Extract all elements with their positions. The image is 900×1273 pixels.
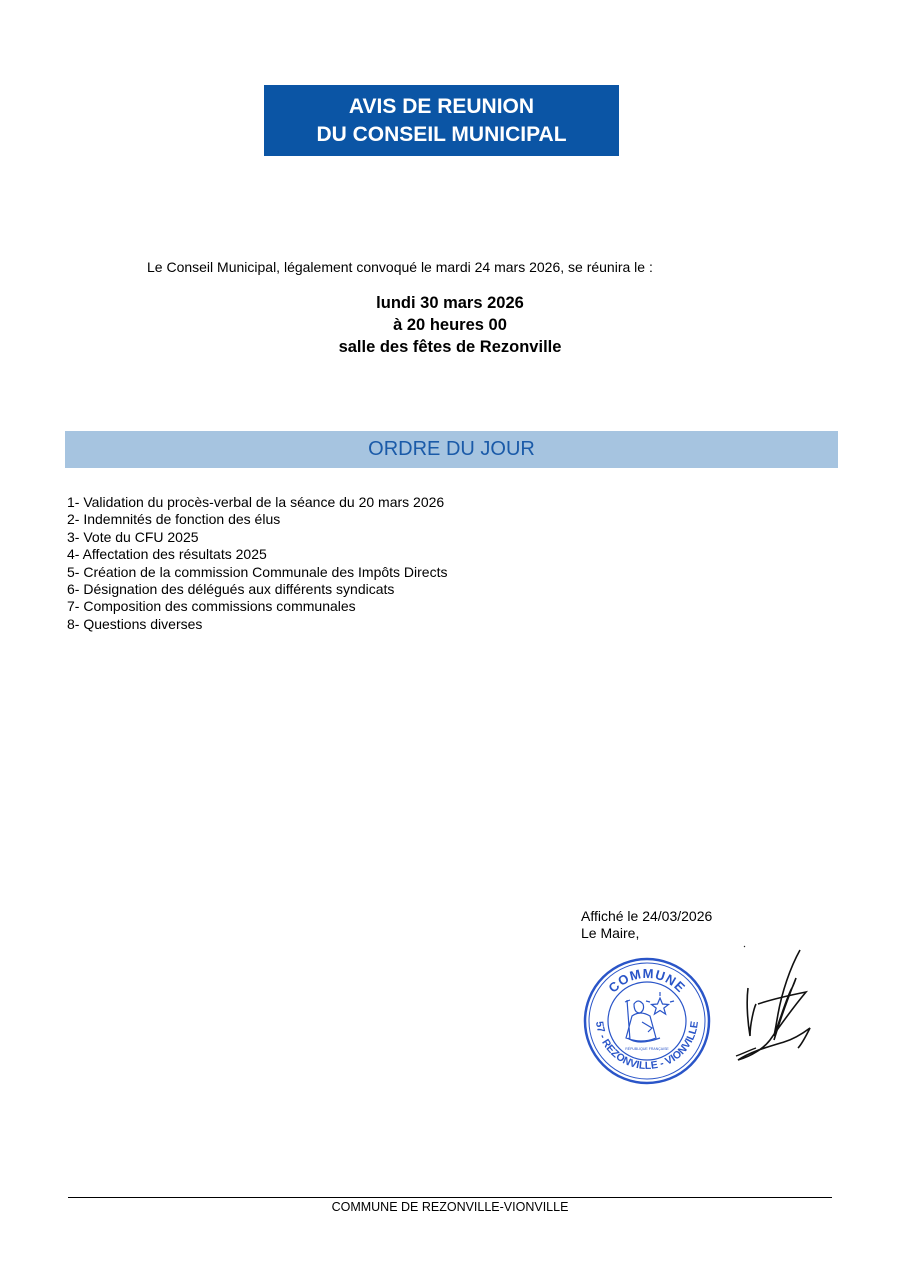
agenda-item: 4- Affectation des résultats 2025: [67, 546, 267, 563]
posting-info: [581, 908, 712, 942]
intro-text: Le Conseil Municipal, légalement convoqué le mardi 24 mars 2026, se réunira le :: [147, 259, 653, 275]
agenda-item: 1- Validation du procès-verbal de la séance du 20 mars 2026: [67, 494, 445, 510]
agenda-item: 8- Questions diverses: [67, 615, 203, 632]
title-line-1: AVIS DE REUNION: [348, 94, 535, 118]
seal-small-text: RÉPUBLIQUE FRANÇAISE: [625, 1047, 669, 1051]
seal-top-text: COMMUNE: [605, 965, 689, 996]
signatory: Le Maire,: [581, 925, 640, 941]
document-title: [264, 85, 619, 156]
meeting-place: salle des fêtes de Rezonville: [338, 338, 562, 356]
meeting-details: [0, 292, 900, 358]
footer-text: COMMUNE DE REZONVILLE-VIONVILLE: [331, 1200, 569, 1214]
mayor-signature-icon: [730, 944, 820, 1066]
agenda-list: [67, 494, 447, 633]
agenda-heading: ORDRE DU JOUR: [65, 431, 838, 468]
municipal-seal-icon: [582, 956, 712, 1086]
agenda-item: 3- Vote du CFU 2025: [67, 528, 199, 545]
agenda-item: 7- Composition des commissions communales: [67, 598, 356, 615]
meeting-date: lundi 30 mars 2026: [376, 294, 524, 312]
posted-date: Affiché le 24/03/2026: [581, 908, 713, 924]
meeting-time: à 20 heures 00: [393, 316, 507, 334]
seal-bottom-text: 57 - REZONVILLE - VIONVILLE: [593, 1020, 701, 1073]
agenda-item: 2- Indemnités de fonction des élus: [67, 511, 281, 528]
title-line-2: DU CONSEIL MUNICIPAL: [316, 122, 567, 146]
agenda-item: 5- Création de la commission Communale des Impôts Directs: [67, 563, 448, 580]
footer-divider: [68, 1197, 832, 1198]
agenda-item: 6- Désignation des délégués aux différents syndicats: [67, 581, 395, 598]
